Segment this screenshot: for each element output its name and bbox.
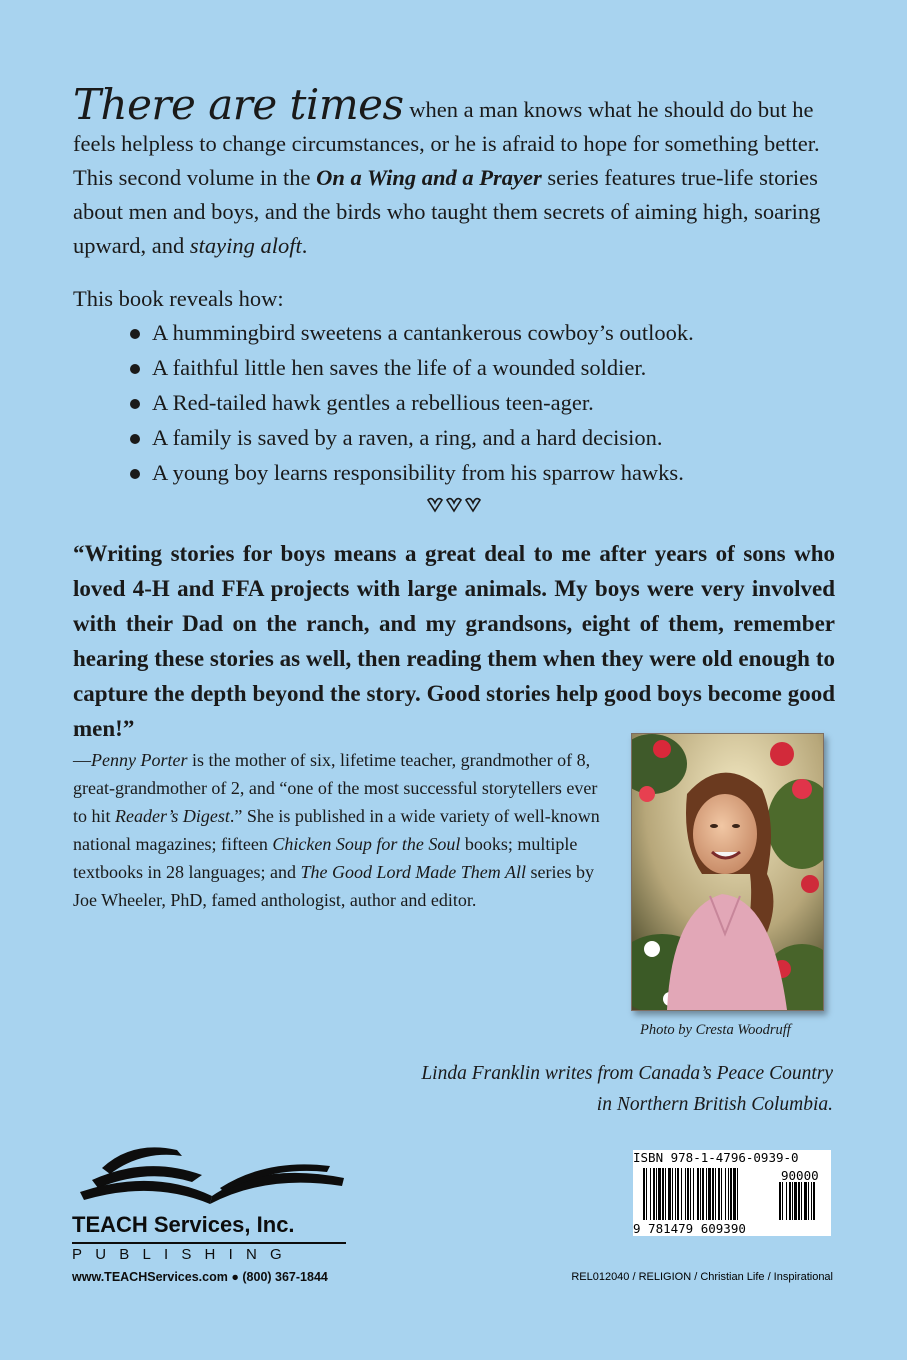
series-title: On a Wing and a Prayer [316, 165, 542, 190]
list-item [130, 385, 694, 420]
list-item-text: A hummingbird sweetens a cantankerous cowboy’s outlook. [152, 320, 694, 345]
publisher-name: TEACH Services, Inc. [72, 1212, 295, 1237]
bullet-list [130, 315, 694, 490]
list-item [130, 350, 694, 385]
intro-paragraph [73, 80, 843, 263]
author-quote: “Writing stories for boys means a great deal to me after years of sons who loved 4-H and FFA projects with large animals. My boys were very involved with their Dad on the ranch, and my grandsons, eight of them, remember hearing these stories as well, then reading them when they were old enough to capture the depth beyond the story. Good stories help good boys become good men!” [73, 541, 835, 741]
publisher-phone: (800) 367-1844 [242, 1270, 328, 1284]
intro-text: when a man knows what he should do but he feels helpless to change circumstances, or he is afraid to hope for something better. This second volume in the [73, 97, 820, 190]
publisher-divider [72, 1242, 346, 1244]
list-item-text: A young boy learns responsibility from his sparrow hawks. [152, 460, 684, 485]
bio-dash: — [73, 750, 91, 770]
list-item [130, 455, 694, 490]
emphasis-text: staying aloft [189, 233, 302, 258]
separator-dot: ● [231, 1270, 239, 1284]
list-item [130, 420, 694, 455]
dropcap-heading: There are times [73, 80, 404, 129]
bullet-icon [130, 364, 140, 374]
author-photo [631, 733, 824, 1011]
list-item-text: A faithful little hen saves the life of a wounded soldier. [152, 355, 647, 380]
list-item-text: A Red-tailed hawk gentles a rebellious teen-ager. [152, 390, 594, 415]
bullet-icon [130, 434, 140, 444]
price-code: 90000 [781, 1168, 819, 1183]
open-book-logo-icon [72, 1130, 352, 1220]
bisac-category: REL012040 / RELIGION / Christian Life / Inspirational [571, 1271, 833, 1283]
photo-caption: Photo by Cresta Woodruff [640, 1022, 791, 1038]
intro-text: series features true-life stories about men and boys, and the birds who taught them secrets of aiming high, soaring upward, and [73, 165, 821, 258]
bird-ornament-icon [426, 494, 486, 516]
publisher-website: www.TEACHServices.com [72, 1270, 228, 1284]
author-bio [73, 746, 613, 914]
isbn-label: ISBN 978-1-4796-0939-0 [633, 1150, 799, 1165]
barcode-digits: 9 781479 609390 [633, 1221, 746, 1236]
book-title: Chicken Soup for the Soul [272, 834, 461, 854]
bio-text: series by Joe Wheeler, PhD, famed anthologist, author and editor. [73, 862, 594, 910]
bullet-icon [130, 329, 140, 339]
list-item-text: A family is saved by a raven, a ring, and a hard decision. [152, 425, 663, 450]
bullet-icon [130, 469, 140, 479]
author-name: Penny Porter [91, 750, 188, 770]
bullet-icon [130, 399, 140, 409]
author-note: Linda Franklin writes from Canada’s Peace Country in Northern British Columbia. [421, 1063, 833, 1115]
reveals-heading: This book reveals how: [73, 286, 284, 311]
book-title: The Good Lord Made Them All [300, 862, 526, 882]
bio-text: is the mother of six, lifetime teacher, grandmother of 8, great-grandmother of 2, and “one of the most successful storytellers ever to hit [73, 750, 598, 826]
bio-text: books; multiple textbooks in 28 languages; and [73, 834, 578, 882]
publisher-contact [72, 1270, 328, 1284]
publisher-subtitle: PUBLISHING [72, 1246, 295, 1263]
magazine-title: Reader’s Digest [115, 806, 230, 826]
intro-text: . [301, 233, 308, 258]
list-item [130, 315, 694, 350]
bio-text: .” She is published in a wide variety of well-known national magazines; fifteen [73, 806, 600, 854]
